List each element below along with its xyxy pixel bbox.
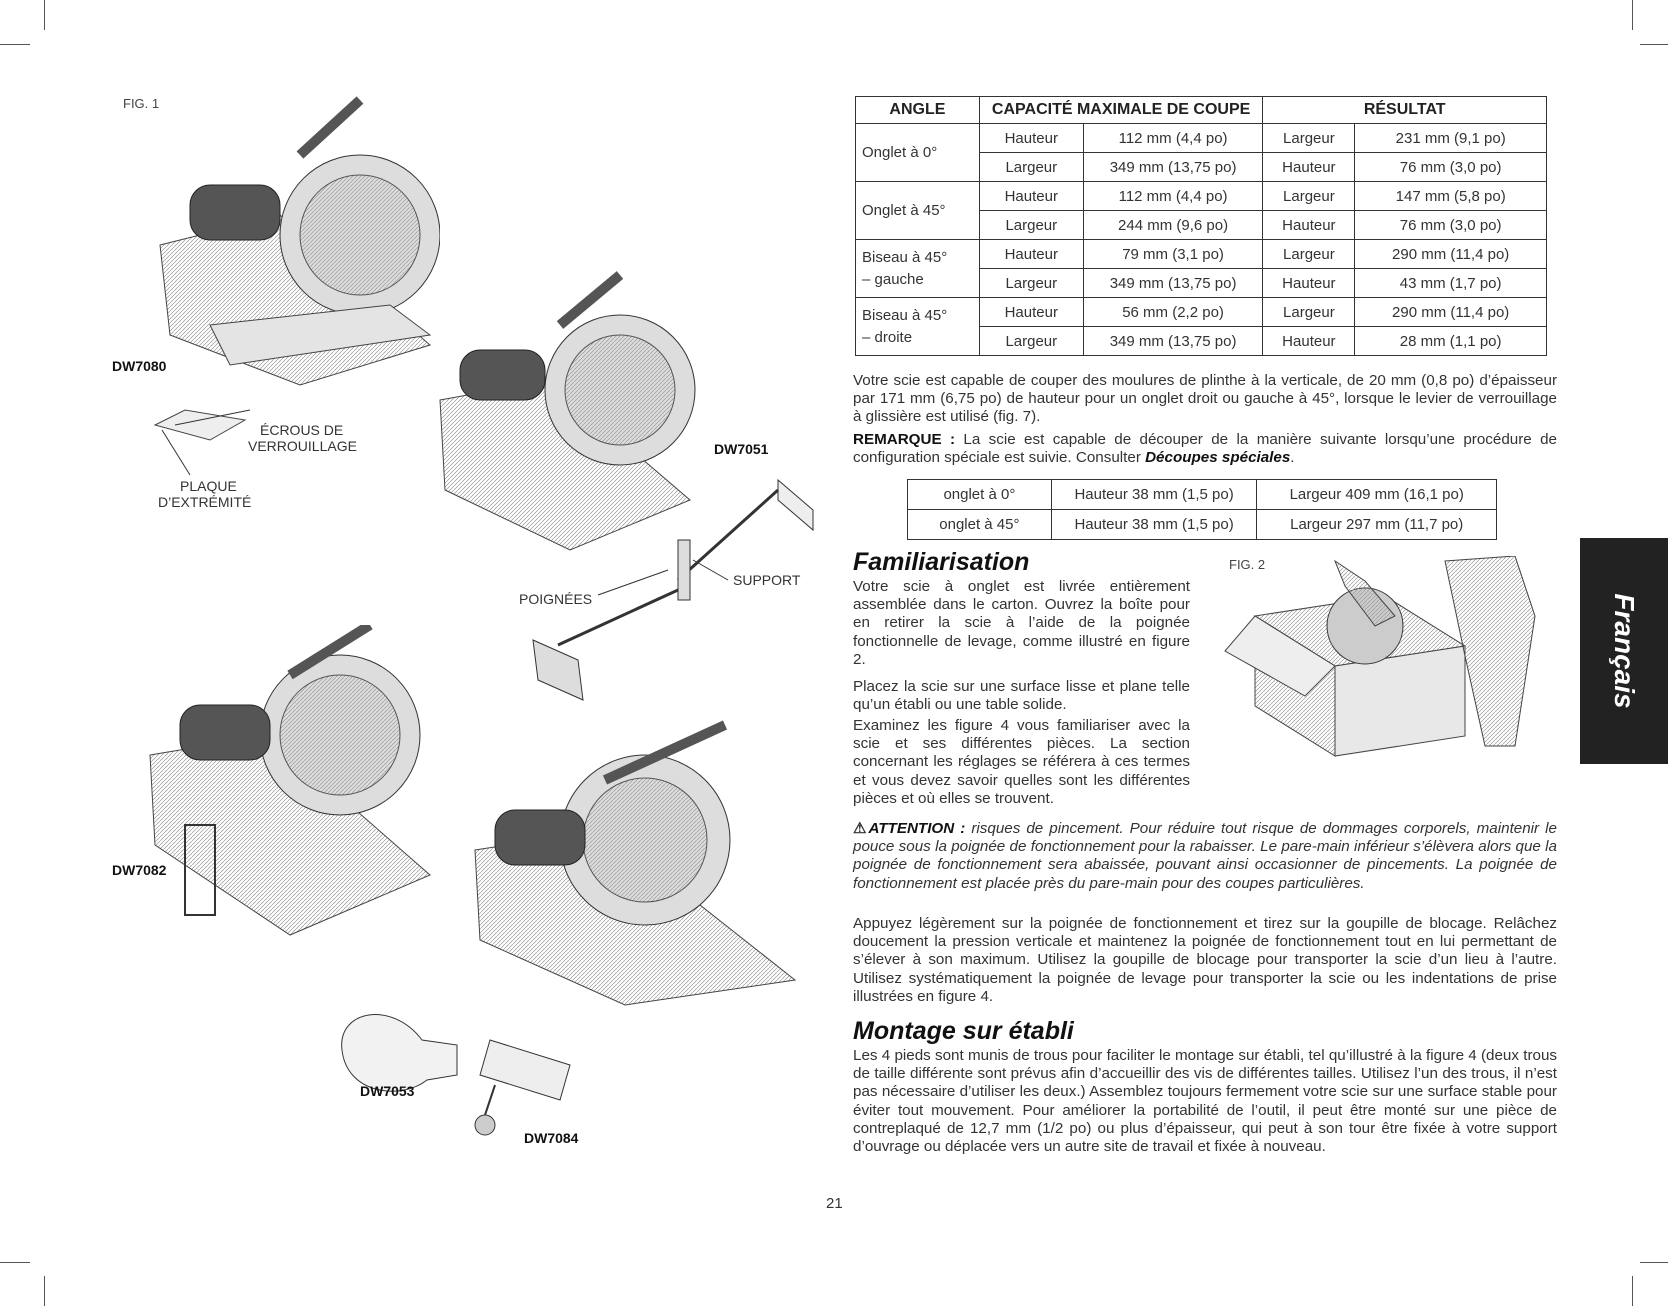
para-fam-2: Placez la scie sur une surface lisse et plane telle qu’un établi ou une table solide.: [853, 678, 1190, 714]
warning-icon: ⚠: [853, 820, 869, 837]
crop-mark: [1640, 44, 1668, 45]
table-cell: Largeur: [1263, 298, 1355, 327]
heading-familiarisation: Familiarisation: [853, 548, 1030, 576]
para-remarque: [853, 431, 1557, 467]
header-result: RÉSULTAT: [1263, 97, 1547, 124]
callout-ecrous-line2: VERROUILLAGE: [248, 438, 357, 454]
saw-illustration-dw7082: [140, 625, 440, 955]
end-plate-diagram: [150, 370, 260, 480]
angle-text: Onglet à 0°: [862, 143, 938, 161]
angle-text-sub: – gauche: [862, 270, 924, 288]
table-cell: Hauteur: [979, 298, 1083, 327]
table-cell: Hauteur 38 mm (1,5 po): [1051, 510, 1257, 540]
para-fam-3: Examinez les figure 4 vous familiariser avec la scie et ses différentes pièces. La section concernant les réglages se référera à ces termes et vous devez savoir quelles sont les différentes pièces et où elles se trouvent.: [853, 717, 1190, 807]
saw-illustration-dw7084: [465, 720, 805, 1010]
header-angle: ANGLE: [856, 97, 980, 124]
table-cell: Largeur 297 mm (11,7 po): [1257, 510, 1497, 540]
crop-mark: [1640, 1262, 1668, 1263]
table-row: [908, 480, 1497, 510]
table-row: [856, 124, 1547, 153]
table-cell: Hauteur: [1263, 211, 1355, 240]
table-cell: 147 mm (5,8 po): [1355, 182, 1547, 211]
model-label-dw7082: DW7082: [112, 862, 167, 878]
header-capacity: CAPACITÉ MAXIMALE DE COUPE: [979, 97, 1263, 124]
table-row: [908, 510, 1497, 540]
table-cell: Largeur: [979, 269, 1083, 298]
attention-text: risques de pincement. Pour réduire tout risque de dommages corporels, maintenir le pouce sous la poignée de fonctionnement pour la rabaisser. Le pare-main inférieur s’élèvera alors que la poignée de fonctionnement sera abaissée, pouvant ainsi occasionner de pincements. La poignée de fonctionnement est placée près du pare-main pour des coupes particulières.: [853, 820, 1557, 892]
crop-mark: [0, 44, 30, 45]
special-cuts-table: [907, 479, 1497, 540]
remarque-text: La scie est capable de découper de la manière suivante lorsqu’une procédure de configuration spéciale est suivie. Consulter: [853, 431, 1557, 467]
table-cell: Largeur: [1263, 124, 1355, 153]
callout-support: SUPPORT: [733, 572, 801, 588]
table-cell: Hauteur: [1263, 153, 1355, 182]
callout-plaque-line1: PLAQUE: [180, 478, 237, 494]
para-fam-1: Votre scie à onglet est livrée entièrement assemblée dans le carton. Ouvrez la boîte pour en retirer la scie à l’aide de la poignée fonctionnelle de levage, comme illustré en figure 2.: [853, 578, 1190, 668]
angle-text-sub: – droite: [862, 328, 913, 346]
para-appuyez: Appuyez légèrement sur la poignée de fonctionnement et tirez sur la goupille de blocage. Relâchez doucement la pression verticale et maintenez la poignée de fonctionnement tout en lui permettant de s’élever à son maximum. Utilisez la goupille de blocage pour transporter la scie d’un lieu à l’autre. Utilisez systématiquement la poignée de levage pour transporter la scie ou les indentations de prise illustrées en figure 4.: [853, 915, 1557, 1005]
remarque-ref: Découpes spéciales: [1145, 449, 1291, 467]
table-cell: 349 mm (13,75 po): [1083, 327, 1263, 356]
callout-plaque-line2: D’EXTRÉMITÉ: [158, 494, 252, 510]
fig2-label: FIG. 2: [1229, 557, 1266, 572]
para-montage: Les 4 pieds sont munis de trous pour faciliter le montage sur établi, tel qu’illustré à la figure 4 (deux trous de taille différente sont prévus afin d’accueillir des vis de différentes tailles. Utilisez l’un des trous, il n’est pas nécessaire d’utiliser les deux.) Assemblez toujours fermement votre scie sur une surface stable pour éviter tout mouvement. Pour améliorer la portabilité de l’outil, il peut être monté sur une pièce de contreplaqué de 12,7 mm (1/2 po) ou plus d’épaisseur, qui peut à son tour être fixée à votre support d’ouvrage ou déplacée vers un autre site de travail et fixée à nouveau.: [853, 1047, 1557, 1156]
angle-cell: [856, 240, 980, 298]
fig1-label: FIG. 1: [123, 96, 160, 111]
table-cell: Largeur: [1263, 182, 1355, 211]
language-tab: [1580, 538, 1668, 764]
table-cell: 76 mm (3,0 po): [1355, 211, 1547, 240]
para-moulures: Votre scie est capable de couper des moulures de plinthe à la verticale, de 20 mm (0,8 po) d’épaisseur par 171 mm (6,75 po) de hauteur pour un onglet droit ou gauche à 45°, lorsque le levier de verrouillage à glissière est utilisé (fig. 7).: [853, 372, 1557, 426]
callout-poignees: POIGNÉES: [519, 591, 593, 607]
table-cell: 290 mm (11,4 po): [1355, 298, 1547, 327]
table-cell: 43 mm (1,7 po): [1355, 269, 1547, 298]
table-cell: 76 mm (3,0 po): [1355, 153, 1547, 182]
model-label-dw7051: DW7051: [714, 441, 769, 457]
table-row: [856, 240, 1547, 269]
table-cell: 112 mm (4,4 po): [1083, 182, 1263, 211]
heading-montage: Montage sur établi: [853, 1017, 1074, 1045]
table-cell: Hauteur: [979, 182, 1083, 211]
table-cell: Hauteur: [979, 240, 1083, 269]
crop-mark: [1632, 1276, 1633, 1306]
table-cell: onglet à 45°: [908, 510, 1052, 540]
table-cell: 56 mm (2,2 po): [1083, 298, 1263, 327]
saw-in-box-illustration: [1215, 556, 1557, 761]
model-label-dw7053: DW7053: [360, 1083, 415, 1099]
table-header-row: [856, 97, 1547, 124]
table-cell: Hauteur: [1263, 269, 1355, 298]
table-cell: Largeur: [1263, 240, 1355, 269]
remarque-end: .: [1290, 449, 1295, 467]
support-diagram: [528, 470, 818, 710]
table-cell: 244 mm (9,6 po): [1083, 211, 1263, 240]
page-number: 21: [826, 1195, 843, 1212]
table-cell: Hauteur: [979, 124, 1083, 153]
attention-label: ATTENTION :: [868, 820, 966, 837]
table-cell: Largeur: [979, 211, 1083, 240]
model-label-dw7080: DW7080: [112, 358, 167, 374]
table-cell: 231 mm (9,1 po): [1355, 124, 1547, 153]
table-cell: 112 mm (4,4 po): [1083, 124, 1263, 153]
crop-mark: [1632, 0, 1633, 30]
table-cell: Largeur: [979, 153, 1083, 182]
table-cell: Largeur 409 mm (16,1 po): [1257, 480, 1497, 510]
crop-mark: [44, 1276, 45, 1306]
angle-cell: [856, 182, 980, 240]
angle-cell: [856, 298, 980, 356]
table-cell: 349 mm (13,75 po): [1083, 269, 1263, 298]
angle-cell: [856, 124, 980, 182]
para-attention: [853, 820, 1557, 893]
table-cell: onglet à 0°: [908, 480, 1052, 510]
callout-ecrous-line1: ÉCROUS DE: [260, 422, 344, 438]
language-tab-label: Français: [1609, 593, 1640, 709]
model-label-dw7084: DW7084: [524, 1130, 579, 1146]
table-cell: Largeur: [979, 327, 1083, 356]
angle-text: Biseau à 45°: [862, 306, 948, 324]
table-cell: 28 mm (1,1 po): [1355, 327, 1547, 356]
angle-text: Biseau à 45°: [862, 248, 948, 266]
table-row: [856, 182, 1547, 211]
cutting-capacity-table: [855, 96, 1547, 356]
table-cell: Hauteur 38 mm (1,5 po): [1051, 480, 1257, 510]
angle-text: Onglet à 45°: [862, 201, 946, 219]
saw-illustration-dw7080: [150, 95, 440, 395]
remarque-label: REMARQUE :: [853, 431, 956, 448]
table-cell: 290 mm (11,4 po): [1355, 240, 1547, 269]
table-cell: 349 mm (13,75 po): [1083, 153, 1263, 182]
table-row: [856, 298, 1547, 327]
table-cell: 79 mm (3,1 po): [1083, 240, 1263, 269]
crop-mark: [0, 1262, 30, 1263]
table-cell: Hauteur: [1263, 327, 1355, 356]
crop-mark: [44, 0, 45, 30]
